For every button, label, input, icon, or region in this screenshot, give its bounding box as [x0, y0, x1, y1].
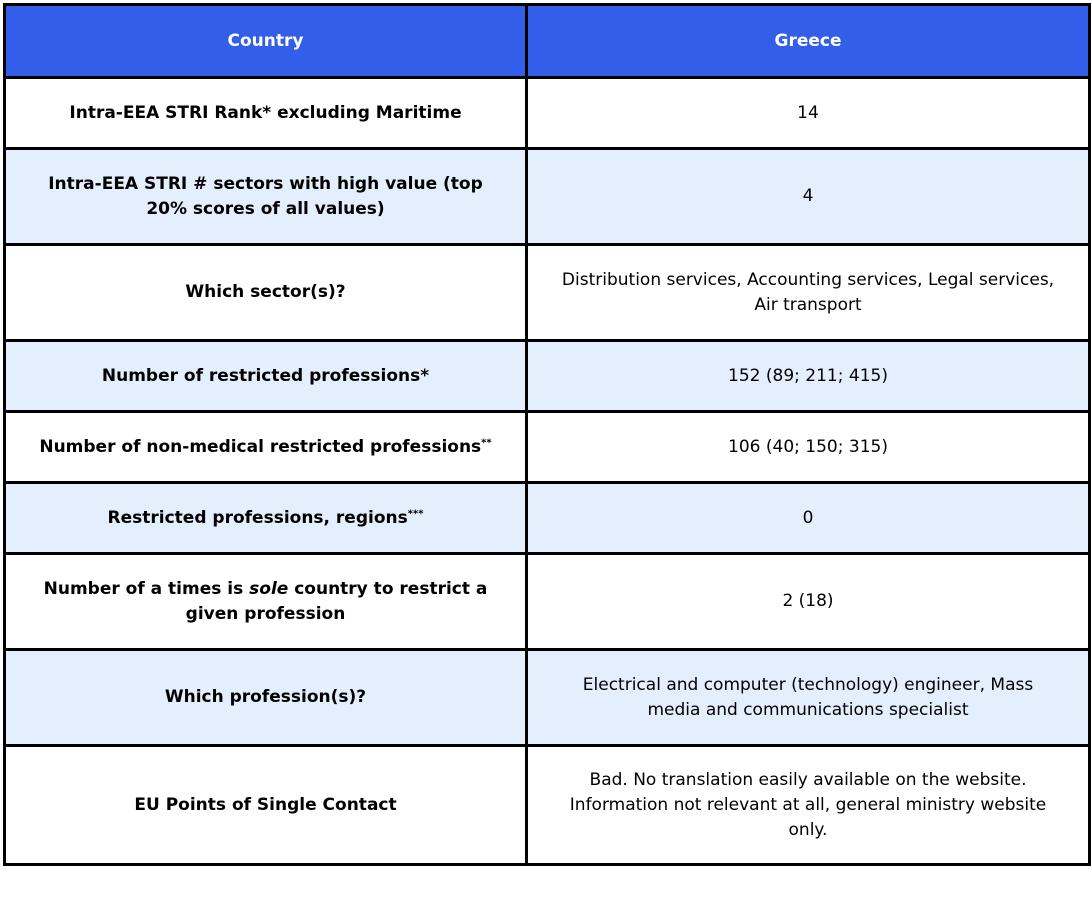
row-value: 106 (40; 150; 315)	[527, 412, 1090, 483]
row-value: 4	[527, 149, 1090, 245]
table-row	[5, 483, 1090, 554]
footnote-marker: ***	[407, 507, 424, 519]
row-label: Which sector(s)?	[5, 245, 527, 341]
row-value: 14	[527, 78, 1090, 149]
header-country: Country	[5, 5, 527, 78]
table-row	[5, 78, 1090, 149]
table-row	[5, 650, 1090, 746]
row-label: Number of restricted professions*	[5, 341, 527, 412]
row-value: 0	[527, 483, 1090, 554]
table-row	[5, 554, 1090, 650]
row-label	[5, 554, 527, 650]
row-label-emphasis: sole	[249, 578, 289, 599]
row-value: Distribution services, Accounting services, Legal services, Air transport	[527, 245, 1090, 341]
table-row	[5, 341, 1090, 412]
table-container	[3, 3, 1091, 866]
row-value: 152 (89; 211; 415)	[527, 341, 1090, 412]
row-label-text: country to restrict a given profession	[185, 578, 488, 624]
row-label: Intra-EEA STRI # sectors with high value (top 20% scores of all values)	[5, 149, 527, 245]
row-label-text: Number of a times is	[43, 578, 250, 599]
header-greece: Greece	[527, 5, 1090, 78]
table-row	[5, 412, 1090, 483]
row-label	[5, 483, 527, 554]
row-label: Which profession(s)?	[5, 650, 527, 746]
row-value: Electrical and computer (technology) engineer, Mass media and communications specialist	[527, 650, 1090, 746]
row-value: Bad. No translation easily available on the website. Information not relevant at all, general ministry website only.	[527, 746, 1090, 865]
row-label-text: Number of non-medical restricted professions	[39, 436, 482, 457]
country-comparison-table	[3, 3, 1091, 866]
row-label-text: Restricted professions, regions	[107, 507, 408, 528]
row-label: EU Points of Single Contact	[5, 746, 527, 865]
row-label: Intra-EEA STRI Rank* excluding Maritime	[5, 78, 527, 149]
row-value: 2 (18)	[527, 554, 1090, 650]
table-header-row	[5, 5, 1090, 78]
footnote-marker: **	[481, 436, 492, 448]
table-row	[5, 149, 1090, 245]
row-label	[5, 412, 527, 483]
table-row	[5, 746, 1090, 865]
table-row	[5, 245, 1090, 341]
